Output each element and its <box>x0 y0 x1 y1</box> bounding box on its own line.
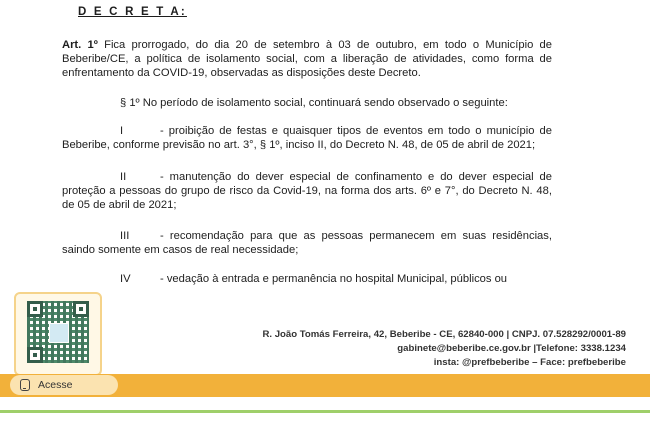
item-4-text: - vedação à entrada e permanência no hospital Municipal, públicos ou <box>160 273 508 285</box>
item-1-numeral: I <box>120 125 124 137</box>
decree-heading: D E C R E T A: <box>78 6 187 18</box>
qr-center-logo <box>49 323 69 343</box>
qr-finder-top-left <box>27 301 43 317</box>
item-2 <box>62 170 552 212</box>
paragraph-1: § 1º No período de isolamento social, continuará sendo observado o seguinte: <box>120 97 508 109</box>
item-2-text: - manutenção do dever especial de confinamento e do dever especial de proteção a pessoas do grupo de risco da Covid-19, na forma dos arts. 6º e 7°, do Decreto N. 48, de 05 de abril de 2021; <box>62 171 552 211</box>
item-3-text: - recomendação para que as pessoas permanecem em suas residências, saindo somente em casos de real necessidade; <box>62 230 552 256</box>
article-1 <box>62 38 552 80</box>
qr-finder-top-right <box>73 301 89 317</box>
article-1-label: Art. 1º <box>62 39 98 51</box>
footer-contact: gabinete@beberibe.ce.gov.br |Telefone: 3338.1234 <box>397 343 626 354</box>
item-2-numeral: II <box>120 171 127 183</box>
acesse-label: Acesse <box>38 379 73 391</box>
item-4-numeral: IV <box>120 273 131 285</box>
footer-social: insta: @prefbeberibe – Face: prefbeberibe <box>433 357 626 368</box>
item-1-text: - proibição de festas e quaisquer tipos de eventos em todo o município de Beberibe, conforme previsão no art. 3°, § 1º, inciso II, do Decreto N. 48, de 05 de abril de 2021; <box>62 125 552 151</box>
qr-code-icon[interactable] <box>27 301 89 363</box>
footer-info <box>262 328 626 370</box>
item-4 <box>62 272 552 286</box>
footer-green-line <box>0 410 650 413</box>
phone-icon <box>20 379 30 391</box>
qr-card[interactable] <box>14 292 102 376</box>
qr-finder-bottom-left <box>27 347 43 363</box>
acesse-button[interactable] <box>10 375 118 395</box>
article-1-text: Fica prorrogado, do dia 20 de setembro à 03 de outubro, em todo o Município de Beberibe/CE, a política de isolamento social, com a liberação de atividades, como forma de enfrentamento da COVID-19, observadas as disposições deste Decreto. <box>62 39 552 79</box>
item-1 <box>62 124 552 152</box>
item-3-numeral: III <box>120 230 130 242</box>
item-3 <box>62 229 552 257</box>
footer-address: R. João Tomás Ferreira, 42, Beberibe - CE, 62840-000 | CNPJ. 07.528292/0001-89 <box>262 329 626 340</box>
